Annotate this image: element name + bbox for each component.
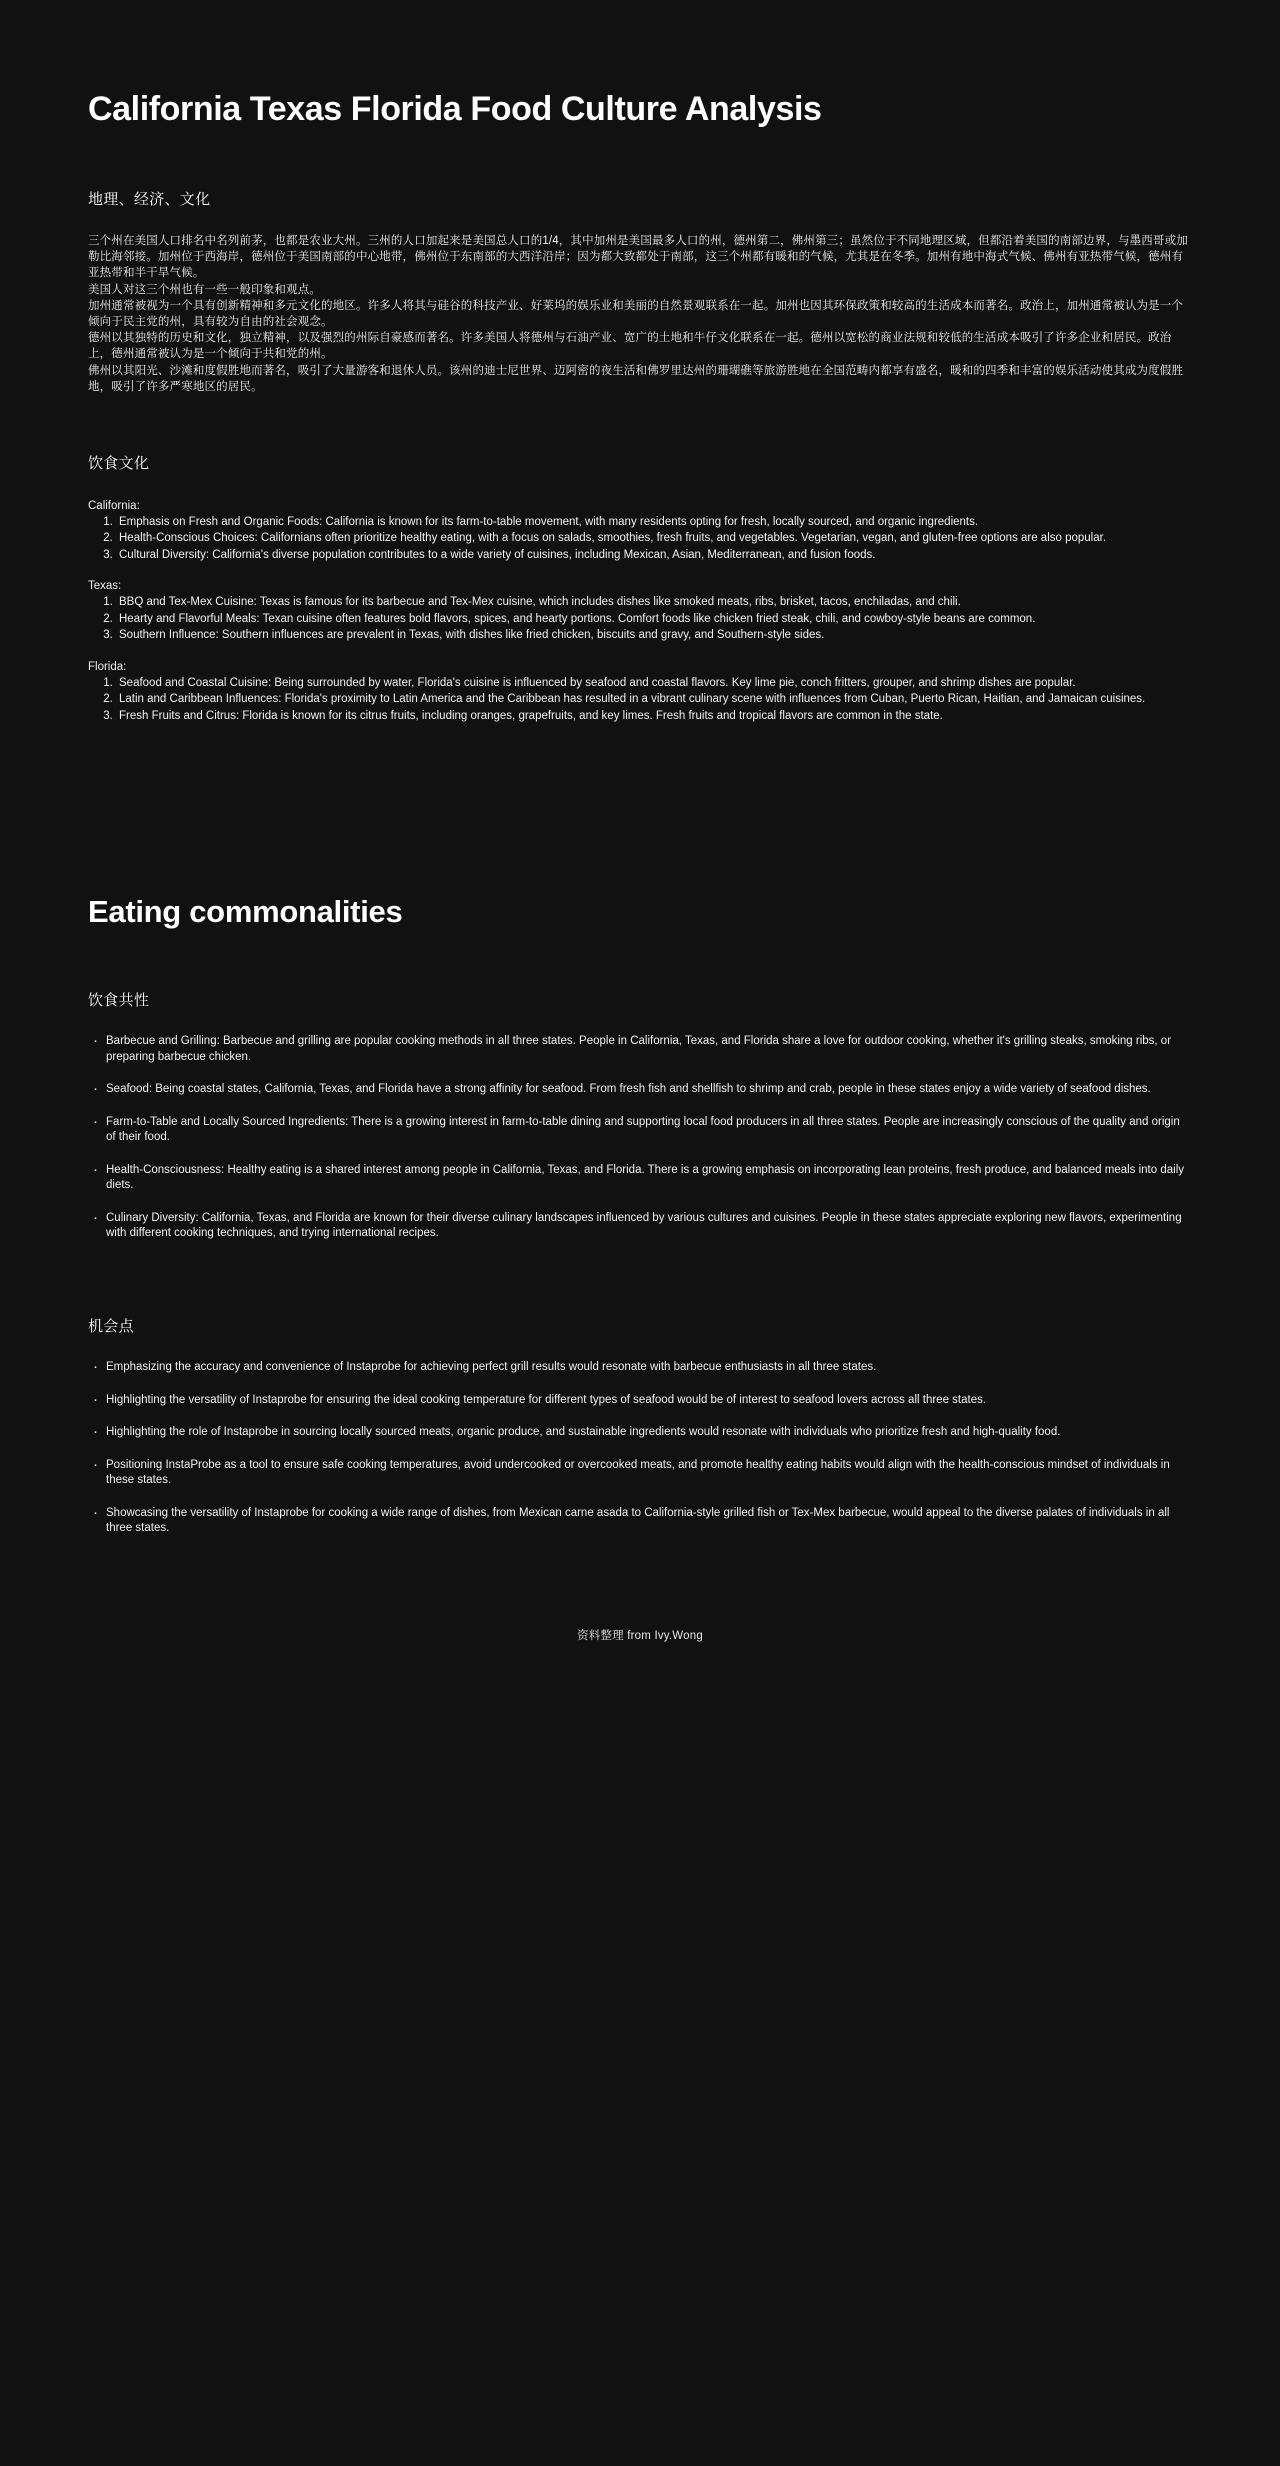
list-item: · Highlighting the role of Instaprobe in sourcing locally sourced meats, organic produce, and sustainable ingredients would resonate with individuals who prioritize fresh and high-quality food. <box>88 1425 1192 1441</box>
list-item: 1. BBQ and Tex-Mex Cuisine: Texas is famous for its barbecue and Tex-Mex cuisine, which includes dishes like smoked meats, ribs, brisket, tacos, enchiladas, and chili. <box>116 595 1192 611</box>
list-item: 3. Fresh Fruits and Citrus: Florida is known for its citrus fruits, including oranges, grapefruits, and key limes. Fresh fruits and tropical flavors are common in the state. <box>116 709 1192 725</box>
paragraph: 佛州以其阳光、沙滩和度假胜地而著名，吸引了大量游客和退休人员。该州的迪士尼世界、迈阿密的夜生活和佛罗里达州的珊瑚礁等旅游胜地在全国范畴内都享有盛名，暖和的四季和丰富的娱乐活动使其成为度假胜地，吸引了许多严寒地区的居民。 <box>88 364 1184 393</box>
list-item: · Culinary Diversity: California, Texas, and Florida are known for their diverse culinary landscapes influenced by various cultures and cuisines. People in these states appreciate exploring new flavors, experimenting with different cooking techniques, and trying international recipes. <box>88 1211 1192 1242</box>
list-item: 2. Health-Conscious Choices: Californians often prioritize healthy eating, with a focus on salads, smoothies, fresh fruits, and vegetables. Vegetarian, vegan, and gluten-free options are also popular. <box>116 531 1192 547</box>
section-heading-commonalities: 饮食共性 <box>88 991 150 1009</box>
list-item: · Health-Consciousness: Healthy eating is a shared interest among people in California, Texas, and Florida. There is a growing emphasis on incorporating lean proteins, fresh produce, and balanced meals into daily diets. <box>88 1163 1192 1194</box>
food-culture-group-california <box>88 498 1192 564</box>
list-item: 3. Southern Influence: Southern influences are prevalent in Texas, with dishes like fried chicken, biscuits and gravy, and Southern-style sides. <box>116 628 1192 644</box>
paragraph: 美国人对这三个州也有一些一般印象和观点。 <box>88 283 321 296</box>
section-heading-food-culture: 饮食文化 <box>88 455 150 473</box>
group-label: Florida: <box>88 660 127 673</box>
list-item: · Emphasizing the accuracy and convenience of Instaprobe for achieving perfect grill results would resonate with barbecue enthusiasts in all three states. <box>88 1360 1192 1376</box>
food-culture-group-florida <box>88 659 1192 725</box>
group-label: Texas: <box>88 580 122 593</box>
group-list <box>88 595 1192 644</box>
spacer <box>88 1012 1192 1034</box>
spacer <box>88 131 1192 189</box>
section-opportunities <box>88 1316 1192 1537</box>
list-item: · Showcasing the versatility of Instaprobe for cooking a wide range of dishes, from Mexican carne asada to California-style grilled fish or Tex-Mex barbecue, would appeal to the diverse palates of individuals in all three states. <box>88 1506 1192 1537</box>
list-item: · Farm-to-Table and Locally Sourced Ingredients: There is a growing interest in farm-to-table dining and supporting local food producers in all three states. People are increasingly conscious of the quality and origin of their food. <box>88 1115 1192 1146</box>
list-item: · Seafood: Being coastal states, California, Texas, and Florida have a strong affinity for seafood. From fresh fish and shellfish to shrimp and crab, people in these states enjoy a wide variety of seafood dishes. <box>88 1082 1192 1098</box>
document-footer <box>0 1627 1280 1679</box>
geo-paragraphs <box>88 233 1192 395</box>
footer-credit: 资料整理 from Ivy.Wong <box>577 1629 703 1642</box>
list-item: 1. Emphasis on Fresh and Organic Foods: California is known for its farm-to-table movement, with many residents opting for fresh, locally sourced, and organic ingredients. <box>116 515 1192 531</box>
spacer <box>88 725 1192 893</box>
section-display-title: Eating commonalities <box>88 894 403 930</box>
section-food-culture <box>88 453 1192 724</box>
opportunities-list <box>88 1360 1192 1537</box>
page-title: California Texas Florida Food Culture Analysis <box>88 90 822 128</box>
group-list <box>88 515 1192 564</box>
list-item: · Highlighting the versatility of Instaprobe for ensuring the ideal cooking temperature for different types of seafood would be of interest to seafood lovers across all three states. <box>88 1393 1192 1409</box>
list-item: 2. Latin and Caribbean Influences: Florida's proximity to Latin America and the Caribbean has resulted in a vibrant culinary scene with influences from Cuban, Puerto Rican, Haitian, and Jamaican cuisines. <box>116 692 1192 708</box>
section-geography-economy-culture <box>88 189 1192 396</box>
spacer <box>88 211 1192 233</box>
list-item: 1. Seafood and Coastal Cuisine: Being surrounded by water, Florida's cuisine is influenced by seafood and coastal flavors. Key lime pie, conch fritters, grouper, and shrimp dishes are popular. <box>116 676 1192 692</box>
commonalities-list <box>88 1034 1192 1242</box>
section-heading-opportunities: 机会点 <box>88 1317 134 1335</box>
food-culture-group-texas <box>88 578 1192 644</box>
spacer <box>88 1537 1192 1627</box>
paragraph: 加州通常被视为一个具有创新精神和多元文化的地区。许多人将其与硅谷的科技产业、好莱坞的娱乐业和美丽的自然景观联系在一起。加州也因其环保政策和较高的生活成本而著名。政治上，加州通常被认为是一个倾向于民主党的州，具有较为自由的社会观念。 <box>88 299 1184 329</box>
spacer <box>88 1338 1192 1360</box>
paragraph: 德州以其独特的历史和文化，独立精神，以及强烈的州际自豪感而著名。许多美国人将德州与石油产业、宽广的土地和牛仔文化联系在一起。德州以宽松的商业法规和较低的生活成本吸引了许多企业和居民。政治上，德州通常被认为是一个倾向于共和党的州。 <box>88 332 1172 361</box>
section-heading-geo: 地理、经济、文化 <box>88 190 211 208</box>
list-item: 2. Hearty and Flavorful Meals: Texan cuisine often features bold flavors, spices, and hearty portions. Comfort foods like chicken fried steak, chili, and cowboy-style beans are common. <box>116 612 1192 628</box>
spacer <box>88 395 1192 453</box>
list-item: · Positioning InstaProbe as a tool to ensure safe cooking temperatures, avoid undercooked or overcooked meats, and promote healthy eating habits would align with the health-conscious mindset of individuals in these states. <box>88 1458 1192 1489</box>
spacer <box>88 932 1192 990</box>
group-list <box>88 676 1192 725</box>
group-label: California: <box>88 499 140 512</box>
list-item: 3. Cultural Diversity: California's diverse population contributes to a wide variety of cuisines, including Mexican, Asian, Mediterranean, and fusion foods. <box>116 548 1192 564</box>
section-eating-commonalities <box>88 893 1192 1242</box>
spacer <box>88 476 1192 498</box>
list-item: · Barbecue and Grilling: Barbecue and grilling are popular cooking methods in all three states. People in California, Texas, and Florida share a love for outdoor cooking, whether it's grilling steaks, smoking ribs, or preparing barbecue chicken. <box>88 1034 1192 1065</box>
paragraph: 三个州在美国人口排名中名列前茅，也都是农业大州。三州的人口加起来是美国总人口的1/4，其中加州是美国最多人口的州，德州第二，佛州第三；虽然位于不同地理区域，但都沿着美国的南部边界，与墨西哥或加勒比海邻接。加州位于西海岸，德州位于美国南部的中心地带，佛州位于东南部的大西洋沿岸；因为都大致都处于南部，这三个州都有暖和的气候，尤其是在冬季。加州有地中海式气候、佛州有亚热带气候，德州有亚热带和半干旱气候。 <box>88 235 1188 280</box>
spacer <box>88 1242 1192 1316</box>
